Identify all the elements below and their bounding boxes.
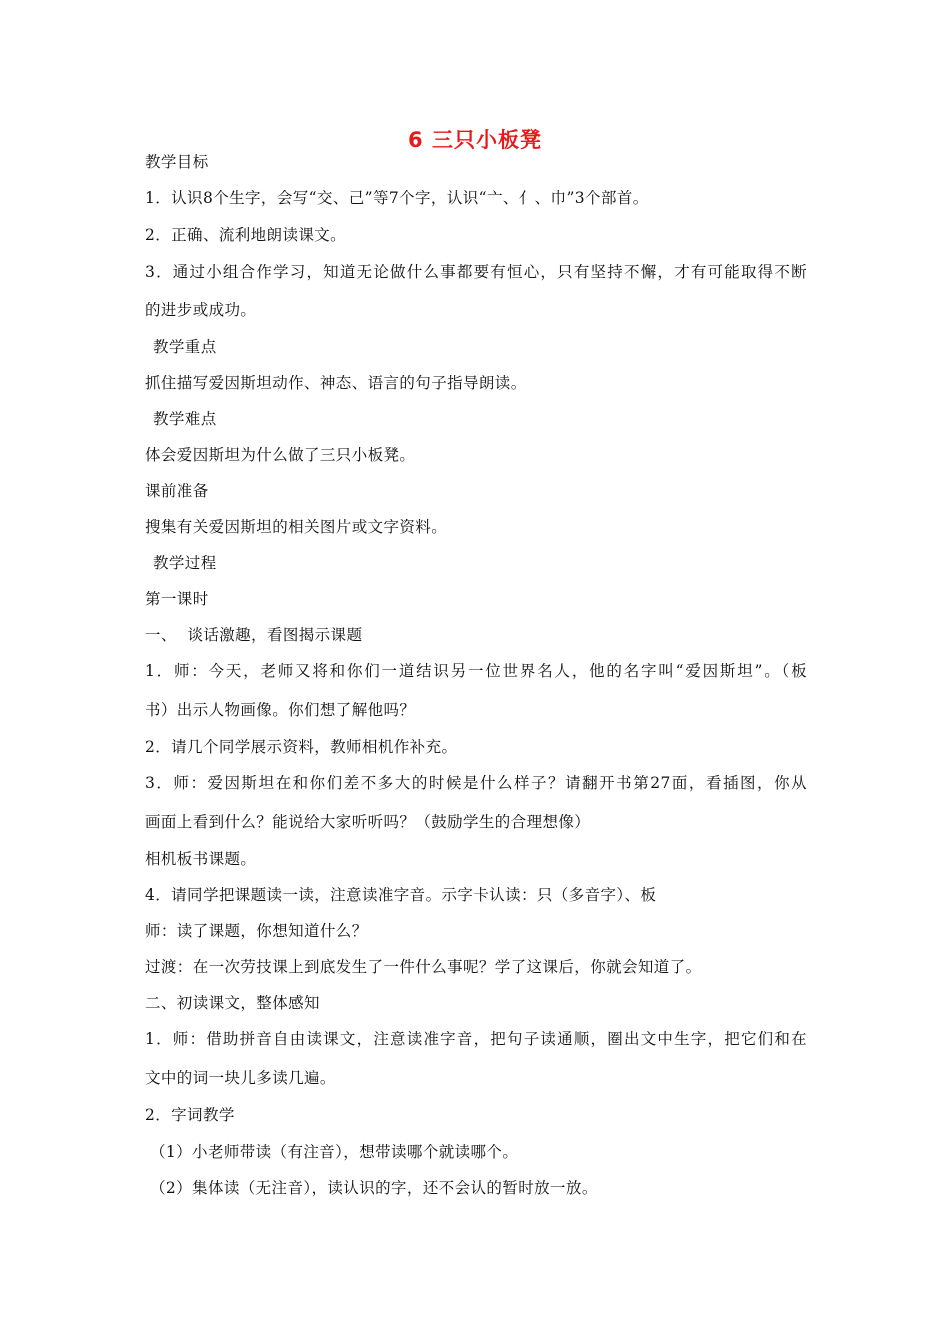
paragraph-line: 4．请同学把课题读一读，注意读准字音。示字卡认读：只（多音字）、板 xyxy=(145,886,657,904)
paragraph-line: 二、初读课文，整体感知 xyxy=(145,994,320,1012)
paragraph-line: 一、 谈话激趣，看图揭示课题 xyxy=(145,626,363,644)
paragraph-line: 3．通过小组合作学习，知道无论做什么事都要有恒心，只有坚持不懈，才有可能取得不断 xyxy=(145,263,807,281)
paragraph-line: 2．字词教学 xyxy=(145,1106,235,1124)
paragraph-line: 师：读了课题，你想知道什么？ xyxy=(145,922,368,940)
section-heading-preparation: 课前准备 xyxy=(145,482,209,500)
paragraph-line: 3．师：爱因斯坦在和你们差不多大的时候是什么样子？请翻开书第27面，看插图，你从 xyxy=(145,774,807,792)
paragraph-line: 相机板书课题。 xyxy=(145,850,257,868)
paragraph-line: 抓住描写爱因斯坦动作、神态、语言的句子指导朗读。 xyxy=(145,374,527,392)
paragraph-line: 的进步或成功。 xyxy=(145,301,257,319)
section-heading-difficulties: 教学难点 xyxy=(153,410,217,428)
section-heading-first-lesson: 第一课时 xyxy=(145,590,209,608)
paragraph-line: 过渡：在一次劳技课上到底发生了一件什么事呢？学了这课后，你就会知道了。 xyxy=(145,958,702,976)
paragraph-line: 搜集有关爱因斯坦的相关图片或文字资料。 xyxy=(145,518,448,536)
document-title: 6 三只小板凳 xyxy=(408,128,542,152)
paragraph-line: 文中的词一块儿多读几遍。 xyxy=(145,1069,336,1087)
paragraph-line: 1．师：借助拼音自由读课文，注意读准字音，把句子读通顺，圈出文中生字，把它们和在 xyxy=(145,1030,807,1048)
paragraph-line: 画面上看到什么？能说给大家听听吗？（鼓励学生的合理想像） xyxy=(145,813,591,831)
paragraph-line: 2．请几个同学展示资料，教师相机作补充。 xyxy=(145,738,458,756)
paragraph-line: 书）出示人物画像。你们想了解他吗？ xyxy=(145,701,416,719)
section-heading-key-points: 教学重点 xyxy=(153,338,217,356)
paragraph-line: 1．师：今天，老师又将和你们一道结识另一位世界名人，他的名字叫“爱因斯坦”。（板 xyxy=(145,662,807,680)
section-heading-process: 教学过程 xyxy=(153,554,217,572)
paragraph-line: （1）小老师带读（有注音），想带读哪个就读哪个。 xyxy=(150,1143,519,1161)
section-heading-objectives: 教学目标 xyxy=(145,153,209,171)
paragraph-line: 2．正确、流利地朗读课文。 xyxy=(145,226,347,244)
paragraph-line: 1．认识8个生字，会写“交、己”等7个字，认识“亠、亻、巾”3个部首。 xyxy=(145,189,649,207)
paragraph-line: 体会爱因斯坦为什么做了三只小板凳。 xyxy=(145,446,416,464)
paragraph-line: （2）集体读（无注音），读认识的字，还不会认的暂时放一放。 xyxy=(150,1179,598,1197)
